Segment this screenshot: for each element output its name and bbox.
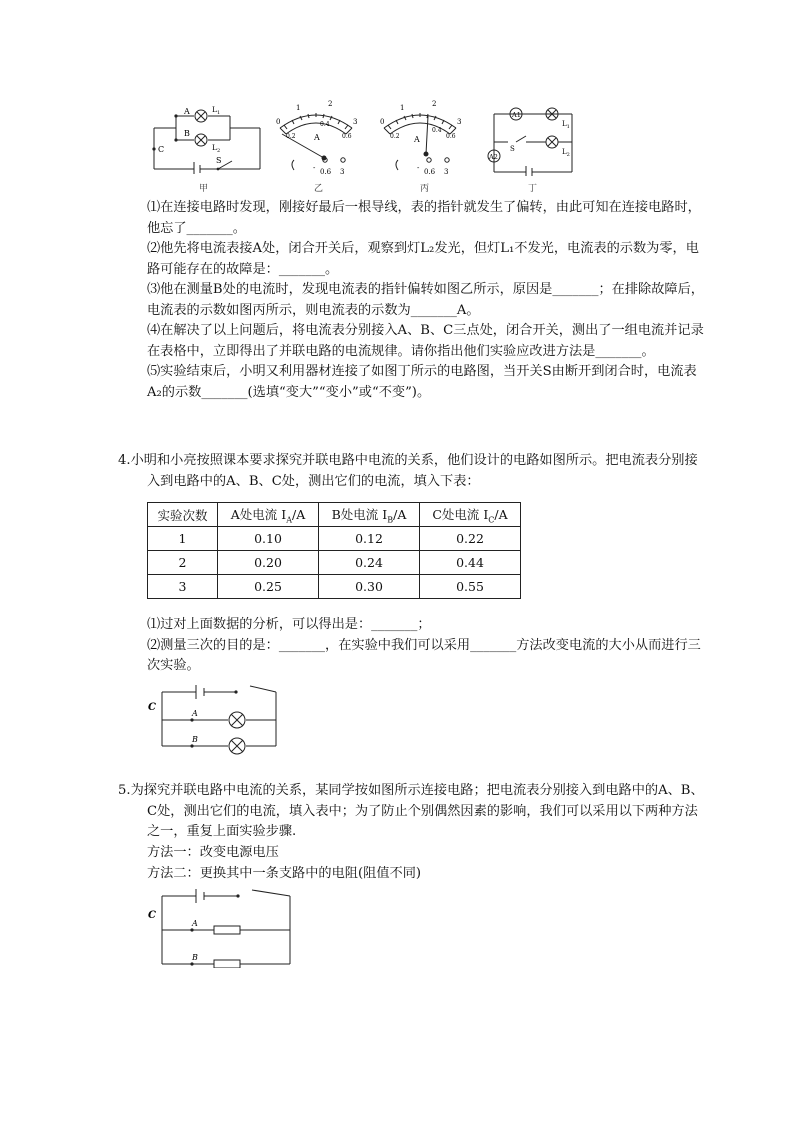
table-cell: 0.20 [218, 551, 319, 575]
table-cell: 1 [148, 527, 218, 551]
svg-text:3: 3 [457, 118, 462, 126]
svg-text:L2: $L_2$ [562, 148, 570, 158]
q4-item-1: ⑴过对上面数据的分析，可以得出是：_______； [147, 617, 431, 632]
q3-item-3: ⑶他在测量B处的电流时，发现电流表的指针偏转如图乙所示，原因是_______；在排除故障后，电流表的示数如图丙所示，则电流表的示数为_______A。 [147, 282, 704, 318]
svg-text:0.6: 0.6 [320, 168, 332, 176]
table-header: B处电流 $I_B/A$ [319, 503, 420, 527]
svg-text:-: - [313, 164, 316, 172]
q5-method-2: 方法二：更换其中一条支路中的电阻(阻值不同) [147, 865, 422, 881]
label-b: B [184, 129, 190, 138]
ammeter-a1-label: A1 [512, 111, 521, 119]
ammeter-a2-label: A2 [489, 153, 498, 161]
svg-text:0.2: 0.2 [286, 133, 296, 140]
q4-label-b: B [192, 735, 198, 744]
svg-text:1: 1 [400, 104, 405, 112]
svg-text:1: 1 [296, 104, 301, 112]
q4-circuit-figure [146, 684, 286, 756]
q3-item-5: ⑸实验结束后，小明又利用器材连接了如图丁所示的电路图，当开关S由断开到闭合时，电流表A₂的示数_______(选填“变大”“变小”或“不变”)。 [147, 364, 697, 400]
table-cell: 0.12 [319, 527, 420, 551]
table-header: A处电流 $I_A/A$ [218, 503, 319, 527]
q3-item-4: ⑷在解决了以上问题后，将电流表分别接入A、B、C三点处，闭合开关，测出了一组电流并记录在表格中，立即得出了并联电路的电流规律。请你指出他们实验应改进方法是_______。 [147, 323, 704, 359]
svg-text:0.2: 0.2 [390, 133, 400, 140]
q5-methods [147, 843, 707, 884]
table-header: 实验次数 [148, 503, 218, 527]
svg-text:0: 0 [276, 118, 281, 126]
q4-heading: 4.小明和小亮按照课本要求探究并联电路中电流的关系，他们设计的电路如图所示。把电流表分别接入到电路中的A、B、C处，测出它们的电流，填入下表： [118, 453, 698, 489]
table-row [148, 551, 521, 575]
label-a: A [184, 107, 190, 116]
svg-text:L1: $L_1$ [212, 105, 221, 116]
table-header-row [148, 503, 521, 527]
q5-method-1: 方法一：改变电源电压 [147, 845, 279, 860]
table-cell: 0.22 [420, 527, 521, 551]
svg-text:0: 0 [380, 118, 385, 126]
q5-heading: 5.为探究并联电路中电流的关系，某同学按如图所示连接电路；把电流表分别接入到电路中的A、B、C处，测出它们的电流，填入表中；为了防止个别偶然因素的影响，我们可以采用以下两种方法之一，重复上面实验步骤. [118, 783, 704, 839]
svg-text:2: 2 [328, 100, 333, 108]
table-header: C处电流 $I_C/A$ [420, 503, 521, 527]
caption-jia: 甲 [199, 184, 209, 194]
svg-text:0.4: 0.4 [432, 127, 442, 134]
circuit-figure-ding [486, 104, 578, 176]
q5-circuit-figure [146, 886, 296, 968]
table-cell: 0.44 [420, 551, 521, 575]
circuit-figure-jia [148, 104, 268, 174]
q4-label-c: C [148, 702, 156, 713]
table-cell: 0.10 [218, 527, 319, 551]
svg-text:3: 3 [340, 168, 345, 176]
q4-data-table [147, 502, 521, 599]
svg-text:A: A [414, 135, 420, 144]
q4-items [147, 615, 707, 677]
svg-text:0.6: 0.6 [342, 133, 352, 140]
svg-text:2: 2 [432, 100, 437, 108]
q3-items [147, 198, 707, 403]
q5-label-c: C [148, 910, 156, 921]
svg-text:3: 3 [444, 168, 449, 176]
svg-text:0.6: 0.6 [424, 168, 436, 176]
table-cell: 0.30 [319, 575, 420, 599]
q5-label-b: B [192, 953, 198, 962]
svg-text:A: A [314, 133, 320, 142]
ammeter-figure-bing [374, 94, 466, 180]
caption-bing: 丙 [420, 184, 430, 194]
svg-text:0.4: 0.4 [320, 121, 330, 128]
table-cell: 3 [148, 575, 218, 599]
table-cell: 0.25 [218, 575, 319, 599]
label-s: S [216, 156, 222, 165]
q3-item-1: ⑴在连接电路时发现，刚接好最后一根导线，表的指针就发生了偏转，由此可知在连接电路时，他忘了_______。 [147, 200, 701, 236]
table-cell: 2 [148, 551, 218, 575]
label-c: C [158, 145, 165, 154]
q4-label-a: A [192, 709, 198, 718]
svg-text:-: - [417, 164, 420, 172]
q4-item-2: ⑵测量三次的目的是：_______，在实验中我们可以采用_______方法改变电流的大小从而进行三次实验。 [147, 637, 701, 673]
table-cell: 0.55 [420, 575, 521, 599]
svg-text:3: 3 [353, 118, 358, 126]
ammeter-figure-yi [270, 94, 362, 180]
table-cell: 0.24 [319, 551, 420, 575]
svg-text:S: S [510, 145, 515, 153]
svg-text:L1: $L_1$ [562, 120, 570, 130]
table-row [148, 527, 521, 551]
table-row [148, 575, 521, 599]
caption-ding: 丁 [528, 184, 538, 194]
svg-text:0.6: 0.6 [446, 133, 456, 140]
q5-label-a: A [192, 919, 198, 928]
caption-yi: 乙 [314, 184, 324, 194]
q3-item-2: ⑵他先将电流表接A处，闭合开关后，观察到灯L₂发光，但灯L₁不发光，电流表的示数为零，电路可能存在的故障是：_______。 [147, 241, 699, 277]
svg-text:L2: $L_2$ [212, 143, 221, 154]
